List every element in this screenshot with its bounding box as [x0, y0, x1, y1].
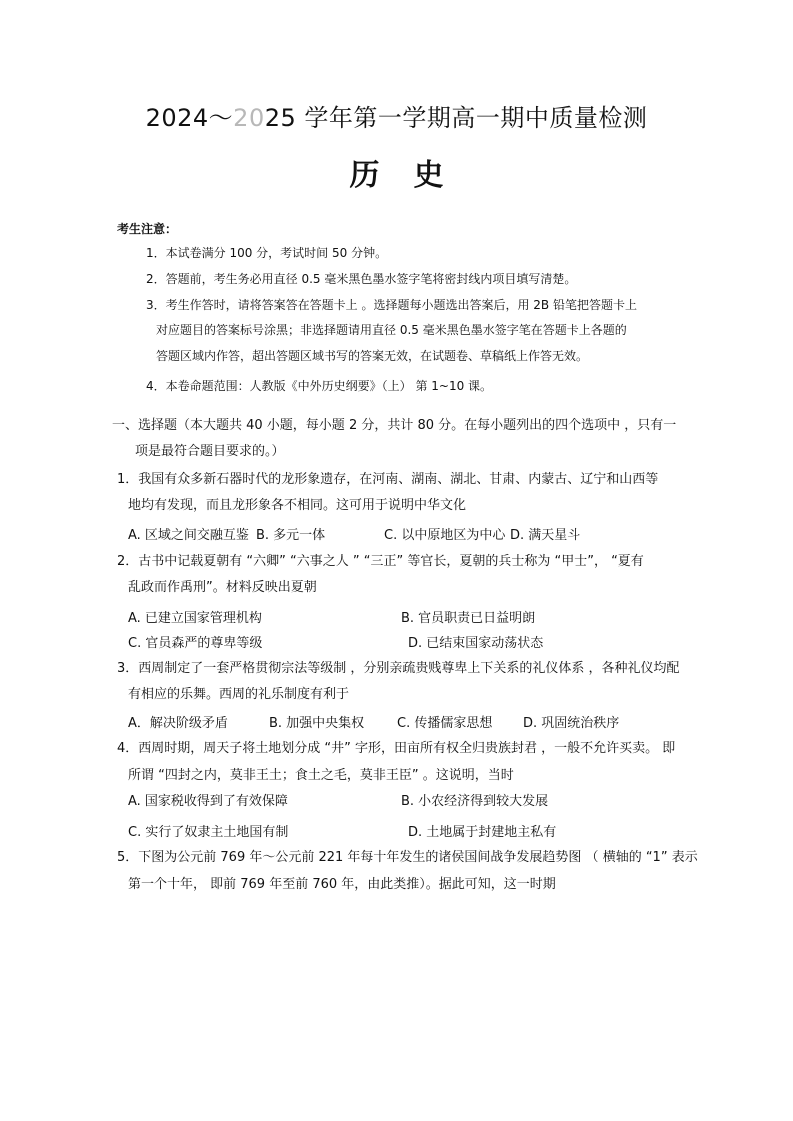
q2-option-d: D. 已结束国家动荡状态 — [408, 636, 544, 651]
question-2-line-1: 2．古书中记载夏朝有 “六卿” “六事之人 ” “三正” 等官长，夏朝的兵士称为 “甲士”， “夏有 — [117, 554, 644, 569]
question-3-line-1: 3．西周制定了一套严格贯彻宗法等级制 ，分别亲疏贵贱尊卑上下关系的礼仪体系 ，各种礼仪均配 — [117, 661, 680, 676]
question-4-line-1: 4．西周时期，周天子将土地划分成 “井” 字形，田亩所有权全归贵族封君 ，一般不允许买卖。 即 — [117, 741, 676, 756]
q2-option-b: B. 官员职责已日益明朗 — [401, 611, 536, 626]
q3-option-a: A．解决阶级矛盾 — [128, 716, 228, 731]
q1-option-b: B. 多元一体 — [256, 528, 326, 543]
notice-item-1: 1．本试卷满分 100 分，考试时间 50 分钟。 — [146, 246, 388, 260]
q3-option-b: B. 加强中央集权 — [269, 716, 365, 731]
question-1-line-2: 地均有发现，而且龙形象各不相同。这可用于说明中华文化 — [128, 498, 467, 513]
subject-title: 历史 — [349, 158, 478, 193]
notice-item-2: 2．答题前，考生务必用直径 0.5 毫米黑色墨水签字笔将密封线内项目填写清楚。 — [146, 272, 577, 286]
question-4-line-2: 所谓 “四封之内，莫非王土；食土之毛，莫非王臣” 。这说明，当时 — [128, 768, 514, 783]
question-5-line-2: 第一个十年， 即前 769 年至前 760 年，由此类推）。据此可知，这一时期 — [128, 877, 556, 892]
q1-option-c: C. 以中原地区为中心 — [384, 528, 506, 543]
section-heading-line-2: 项是最符合题目要求的。） — [135, 444, 285, 459]
question-5-line-1: 5．下图为公元前 769 年～公元前 221 年每十年发生的诸侯国间战争发展趋势图 （ 横轴的 “1” 表示 — [117, 850, 698, 865]
exam-title: 2024～2025 学年第一学期高一期中质量检测 — [145, 104, 648, 132]
q1-option-d: D. 满天星斗 — [510, 528, 581, 543]
q1-option-a: A. 区域之间交融互鉴 — [128, 528, 249, 543]
notice-item-3-cont-2: 答题区域内作答，超出答题区域书写的答案无效，在试题卷、草稿纸上作答无效。 — [156, 349, 589, 363]
q3-option-c: C. 传播儒家思想 — [397, 716, 493, 731]
notice-label: 考生注意： — [117, 222, 178, 236]
q2-option-a: A. 已建立国家管理机构 — [128, 611, 262, 626]
q4-option-c: C. 实行了奴隶主土地国有制 — [128, 825, 289, 840]
q4-option-d: D. 土地属于封建地主私有 — [408, 825, 557, 840]
notice-item-3: 3．考生作答时，请将答案答在答题卡上 。选择题每小题选出答案后，用 2B 铅笔把答题卡上 — [146, 298, 637, 312]
notice-item-4: 4．本卷命题范围：人教版《中外历史纲要》（上） 第 1~10 课。 — [146, 379, 493, 393]
question-1-line-1: 1．我国有众多新石器时代的龙形象遗存，在河南、湖南、湖北、甘肃、内蒙古、辽宁和山西等 — [117, 472, 659, 487]
question-3-line-2: 有相应的乐舞。西周的礼乐制度有利于 — [128, 687, 350, 702]
notice-item-3-cont-1: 对应题目的答案标号涂黑；非选择题请用直径 0.5 毫米黑色墨水签字笔在答题卡上各题的 — [156, 323, 627, 337]
question-2-line-2: 乱政而作禹刑”。材料反映出夏朝 — [128, 580, 317, 595]
q3-option-d: D. 巩固统治秩序 — [523, 716, 620, 731]
section-heading-line-1: 一、选择题（本大题共 40 小题，每小题 2 分，共计 80 分。在每小题列出的四个选项中 ，只有一 — [112, 418, 677, 433]
q4-option-b: B. 小农经济得到较大发展 — [401, 794, 549, 809]
q4-option-a: A. 国家税收得到了有效保障 — [128, 794, 288, 809]
q2-option-c: C. 官员森严的尊卑等级 — [128, 636, 263, 651]
